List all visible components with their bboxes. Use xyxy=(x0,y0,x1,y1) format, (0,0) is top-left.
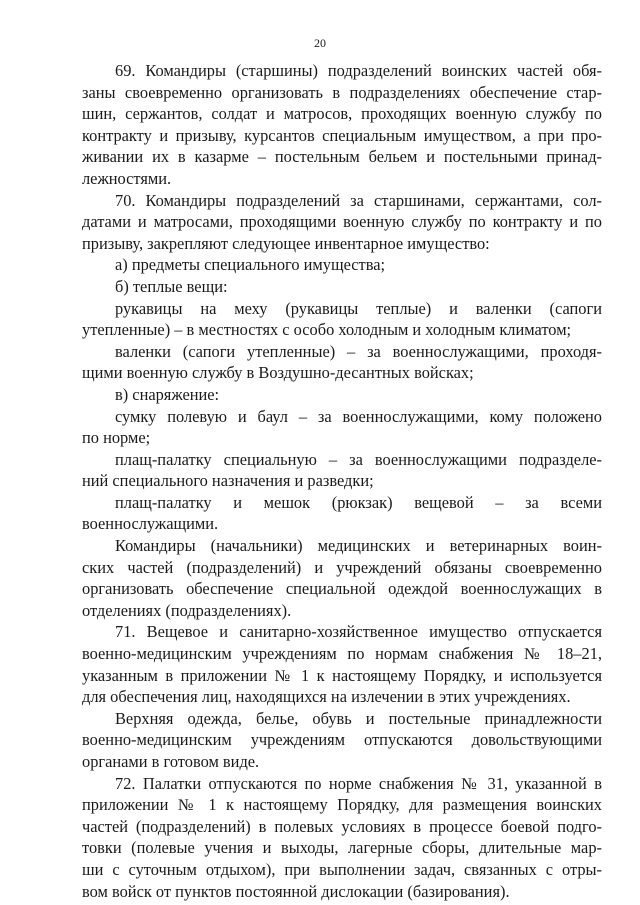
text-line: органами в готовом виде. xyxy=(82,752,260,771)
paragraph xyxy=(82,449,602,492)
text-line: военно-медицинским учреждениям по нормам снабжения № 18–21, xyxy=(82,644,602,664)
text-line: отделениях (подразделениях). xyxy=(82,600,292,620)
text-line: в) снаряжение: xyxy=(115,384,220,404)
paragraph xyxy=(82,341,602,384)
text-line: организовать обеспечение специальной одеждой военнослужащих в xyxy=(82,579,602,599)
paragraph xyxy=(82,254,602,276)
paragraph xyxy=(82,535,602,621)
text-line: военно-медицинским учреждениям отпускаются довольствующими xyxy=(82,730,602,750)
text-line: товки (полевые учения и выходы, лагерные сборы, длительные мар- xyxy=(82,838,602,858)
text-line: 72. Палатки отпускаются по норме снабжения № 31, указанной в xyxy=(115,773,602,793)
paragraph xyxy=(82,298,602,341)
text-line: Командиры (начальники) медицинских и ветеринарных воин- xyxy=(115,536,602,556)
text-line: рукавицы на меху (рукавицы теплые) и валенки (сапоги xyxy=(115,298,602,318)
body-text xyxy=(82,60,602,902)
text-line: 69. Командиры (старшины) подразделений воинских частей обя- xyxy=(115,61,602,80)
text-line: б) теплые вещи: xyxy=(115,276,228,296)
text-line: 70. Командиры подразделений за старшинами, сержантами, сол- xyxy=(115,190,602,210)
text-line: 71. Вещевое и санитарно-хозяйственное имущество отпускается xyxy=(115,622,602,642)
text-line: Верхняя одежда, белье, обувь и постельные принадлежности xyxy=(115,708,602,728)
text-line: плащ-палатку специальную – за военнослужащими подразделе- xyxy=(115,449,602,469)
text-line: щими военную службу в Воздушно-десантных войсках; xyxy=(82,363,474,383)
text-line: по норме; xyxy=(82,428,151,448)
text-line: плащ-палатку и мешок (рюкзак) вещевой – за всеми xyxy=(115,492,602,512)
text-line: указанным в приложении № 1 к настоящему Порядку, и используется xyxy=(82,665,602,685)
page-number: 20 xyxy=(314,36,326,50)
text-line: военнослужащими. xyxy=(82,514,219,534)
text-line: шин, сержантов, солдат и матросов, проходящих военную службу по xyxy=(82,104,602,124)
paragraph xyxy=(82,773,602,903)
paragraph xyxy=(82,492,602,535)
text-line: вом войск от пунктов постоянной дислокации (базирования). xyxy=(82,881,510,901)
text-line: частей (подразделений) в полевых условиях в процессе боевой подго- xyxy=(82,816,602,836)
text-line: заны своевременно организовать в подразделениях обеспечение стар- xyxy=(82,82,602,102)
text-line: для обеспечения лиц, находящихся на излечении в этих учреждениях. xyxy=(82,687,571,707)
text-line: живании их в казарме – постельным бельем и постельными принад- xyxy=(82,147,602,167)
text-line: валенки (сапоги утепленные) – за военнослужащими, проходя- xyxy=(115,341,602,361)
paragraph xyxy=(82,384,602,406)
text-line: утепленные) – в местностях с особо холодным и холодным климатом; xyxy=(82,320,572,340)
text-line: ских частей (подразделений) и учреждений обязаны своевременно xyxy=(82,557,602,577)
paragraph xyxy=(82,406,602,449)
text-line: контракту и призыву, курсантов специальным имуществом, а при про- xyxy=(82,125,602,145)
paragraph xyxy=(82,60,602,190)
text-line: приложении № 1 к настоящему Порядку, для размещения воинских xyxy=(82,795,602,815)
text-line: датами и матросами, проходящими военную службу по контракту и по xyxy=(82,212,602,232)
paragraph xyxy=(82,621,602,707)
paragraph xyxy=(82,276,602,298)
text-line: лежностями. xyxy=(82,168,172,188)
text-line: а) предметы специального имущества; xyxy=(115,255,386,275)
text-line: ши с суточным отдыхом), при выполнении задач, связанных с отры- xyxy=(82,859,602,879)
text-line: ний специального назначения и разведки; xyxy=(82,471,374,491)
text-line: призыву, закрепляют следующее инвентарное имущество: xyxy=(82,233,490,253)
paragraph xyxy=(82,190,602,255)
text-line: сумку полевую и баул – за военнослужащими, кому положено xyxy=(115,406,602,426)
paragraph xyxy=(82,708,602,773)
